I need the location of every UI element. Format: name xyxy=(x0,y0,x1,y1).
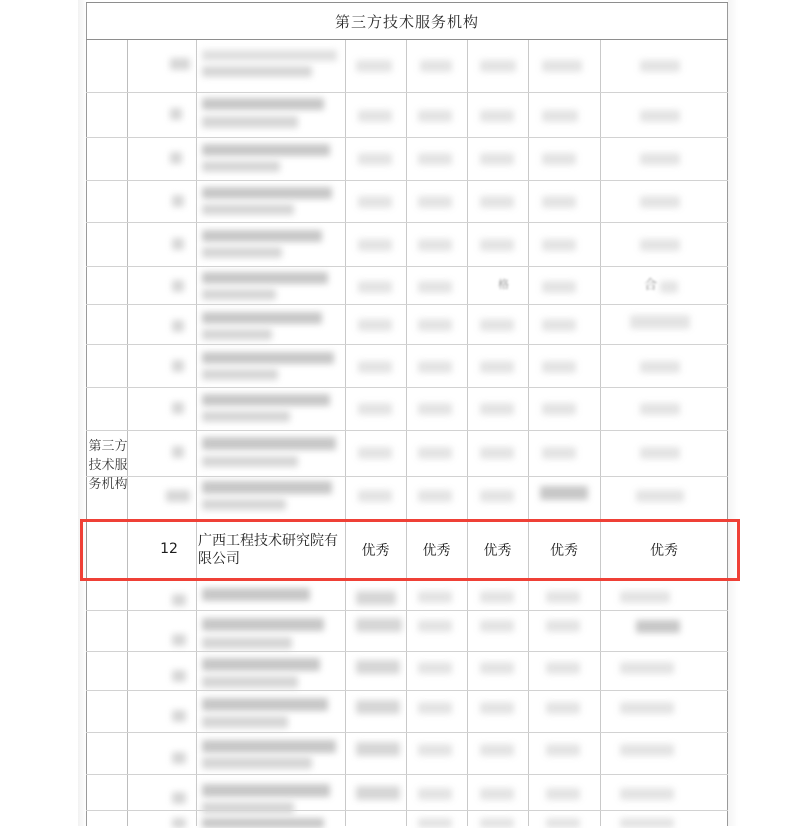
redacted-cell xyxy=(356,660,400,674)
row-divider xyxy=(86,344,728,345)
redacted-cell xyxy=(358,403,392,415)
redacted-cell xyxy=(202,784,330,797)
redacted-cell xyxy=(418,361,452,373)
redacted-cell xyxy=(620,662,674,674)
redacted-cell xyxy=(418,319,452,331)
redacted-cell xyxy=(542,110,578,122)
redacted-cell xyxy=(480,60,516,72)
redacted-cell xyxy=(640,196,680,208)
redacted-cell xyxy=(636,620,680,633)
row-divider xyxy=(86,180,728,181)
redacted-cell xyxy=(202,272,328,284)
row-divider xyxy=(86,774,728,775)
table-header-title: 第三方技术服务机构 xyxy=(334,12,479,31)
grade-cell-3: 优秀 xyxy=(483,543,512,559)
redacted-cell xyxy=(358,490,392,502)
row-divider xyxy=(86,430,728,431)
redacted-cell xyxy=(418,490,452,502)
redacted-cell xyxy=(202,98,324,110)
redacted-cell xyxy=(480,361,514,373)
redacted-cell xyxy=(542,60,582,72)
redacted-cell xyxy=(356,742,400,756)
redacted-cell xyxy=(202,499,286,510)
redacted-cell xyxy=(358,361,392,373)
redacted-cell xyxy=(172,238,184,250)
col-divider-4 xyxy=(467,40,468,826)
redacted-cell xyxy=(480,788,514,800)
redacted-cell xyxy=(202,437,336,450)
highlighted-row-index: 12 xyxy=(160,541,178,557)
redacted-cell xyxy=(542,239,576,251)
grade-cell-1: 优秀 xyxy=(361,543,390,559)
redacted-cell xyxy=(202,312,322,324)
redacted-cell xyxy=(172,320,184,332)
redacted-cell xyxy=(172,670,186,682)
redacted-cell xyxy=(640,153,680,165)
redacted-cell xyxy=(356,618,402,632)
redacted-cell xyxy=(636,490,684,502)
redacted-cell xyxy=(202,394,330,406)
redacted-cell xyxy=(418,110,452,122)
category-column xyxy=(86,40,128,826)
redacted-cell xyxy=(418,744,452,756)
redacted-cell xyxy=(202,289,276,300)
row-divider xyxy=(86,732,728,733)
redacted-cell xyxy=(172,710,186,722)
redacted-cell xyxy=(356,786,400,800)
redacted-cell xyxy=(542,196,576,208)
redacted-cell xyxy=(620,744,674,756)
redacted-cell xyxy=(202,411,290,422)
redacted-cell xyxy=(202,740,336,753)
redacted-cell xyxy=(356,591,396,605)
redacted-cell xyxy=(546,702,580,714)
row-divider xyxy=(86,387,728,388)
redacted-cell xyxy=(542,153,576,165)
redacted-cell xyxy=(640,110,680,122)
col-divider-5 xyxy=(528,40,529,826)
redacted-cell xyxy=(480,239,514,251)
redacted-cell xyxy=(418,153,452,165)
row-divider xyxy=(86,222,728,223)
redacted-cell xyxy=(202,50,337,61)
row-divider xyxy=(86,92,728,93)
redacted-cell xyxy=(202,481,332,494)
redacted-cell xyxy=(480,447,514,459)
ghost-text-cell: 格 xyxy=(498,278,509,291)
row-divider xyxy=(86,810,728,811)
redacted-cell xyxy=(480,403,514,415)
row-divider xyxy=(86,137,728,138)
redacted-cell xyxy=(172,594,186,606)
redacted-cell xyxy=(660,281,678,293)
redacted-cell xyxy=(172,634,186,646)
redacted-cell xyxy=(480,744,514,756)
redacted-cell xyxy=(546,591,580,603)
table-header xyxy=(86,2,728,40)
redacted-cell xyxy=(170,58,190,70)
redacted-cell xyxy=(172,280,184,292)
redacted-cell xyxy=(418,818,452,828)
row-divider xyxy=(86,610,728,611)
redacted-cell xyxy=(630,315,690,329)
redacted-cell xyxy=(202,618,324,631)
redacted-cell xyxy=(172,446,184,458)
redacted-cell xyxy=(358,281,392,293)
redacted-cell xyxy=(202,329,272,340)
redacted-cell xyxy=(358,153,392,165)
redacted-cell xyxy=(480,620,514,632)
redacted-cell xyxy=(202,204,294,215)
redacted-cell xyxy=(540,486,588,500)
redacted-cell xyxy=(202,802,294,814)
redacted-cell xyxy=(202,247,282,258)
redacted-cell xyxy=(358,196,392,208)
redacted-cell xyxy=(480,662,514,674)
row-divider xyxy=(86,476,728,477)
highlighted-row-organization: 广西工程技术研究院有限公司 xyxy=(198,533,338,567)
grade-cell-4: 优秀 xyxy=(550,543,578,559)
redacted-cell xyxy=(202,369,278,380)
redacted-cell xyxy=(640,447,680,459)
redacted-cell xyxy=(202,144,330,156)
redacted-cell xyxy=(546,788,580,800)
redacted-cell xyxy=(356,60,392,72)
redacted-cell xyxy=(640,60,680,72)
redacted-cell xyxy=(356,700,400,714)
redacted-cell xyxy=(170,108,182,120)
redacted-cell xyxy=(418,281,452,293)
redacted-cell xyxy=(172,752,186,764)
redacted-cell xyxy=(202,230,322,242)
redacted-cell xyxy=(418,239,452,251)
ghost-text-cell: 合 xyxy=(644,278,658,293)
redacted-cell xyxy=(202,187,332,199)
redacted-cell xyxy=(546,620,580,632)
redacted-cell xyxy=(172,402,184,414)
redacted-cell xyxy=(202,456,298,467)
redacted-cell xyxy=(620,591,670,603)
redacted-cell xyxy=(172,195,184,207)
redacted-cell xyxy=(202,757,312,769)
redacted-cell xyxy=(480,818,514,828)
redacted-cell xyxy=(480,490,514,502)
redacted-cell xyxy=(166,490,190,502)
redacted-cell xyxy=(620,788,674,800)
redacted-cell xyxy=(202,66,312,77)
redacted-cell xyxy=(202,116,298,128)
redacted-cell xyxy=(202,161,280,172)
redacted-cell xyxy=(172,360,184,372)
redacted-cell xyxy=(358,447,392,459)
redacted-cell xyxy=(202,698,328,711)
row-divider xyxy=(86,266,728,267)
redacted-cell xyxy=(546,662,580,674)
grade-cell-2: 优秀 xyxy=(422,543,451,559)
redacted-cell xyxy=(640,361,680,373)
redacted-cell xyxy=(542,447,576,459)
redacted-cell xyxy=(202,658,320,671)
redacted-cell xyxy=(480,153,514,165)
redacted-cell xyxy=(546,744,580,756)
col-divider-2 xyxy=(345,40,346,826)
redacted-cell xyxy=(480,110,514,122)
redacted-cell xyxy=(418,702,452,714)
redacted-cell xyxy=(620,702,674,714)
redacted-cell xyxy=(640,403,680,415)
redacted-cell xyxy=(480,702,514,714)
redacted-cell xyxy=(620,818,674,828)
col-divider-3 xyxy=(406,40,407,826)
redacted-cell xyxy=(202,818,324,828)
redacted-cell xyxy=(358,110,392,122)
redacted-cell xyxy=(418,788,452,800)
redacted-cell xyxy=(480,591,514,603)
row-divider xyxy=(86,304,728,305)
col-divider-1 xyxy=(196,40,197,826)
redacted-cell xyxy=(202,676,298,688)
redacted-cell xyxy=(170,152,182,164)
redacted-cell xyxy=(480,319,514,331)
redacted-cell xyxy=(542,361,576,373)
redacted-cell xyxy=(358,239,392,251)
redacted-cell xyxy=(418,662,452,674)
redacted-cell xyxy=(202,352,334,364)
redacted-cell xyxy=(202,716,288,728)
redacted-cell xyxy=(542,319,576,331)
redacted-cell xyxy=(542,281,576,293)
redacted-cell xyxy=(542,403,576,415)
redacted-cell xyxy=(202,588,310,601)
redacted-cell xyxy=(172,818,186,828)
redacted-cell xyxy=(418,620,452,632)
redacted-cell xyxy=(172,792,186,804)
redacted-cell xyxy=(418,591,452,603)
redacted-cell xyxy=(418,196,452,208)
redacted-cell xyxy=(480,196,514,208)
redacted-cell xyxy=(418,447,452,459)
grade-cell-5: 优秀 xyxy=(650,543,678,559)
redacted-cell xyxy=(202,637,292,649)
redacted-cell xyxy=(640,239,680,251)
redacted-cell xyxy=(546,818,580,828)
col-divider-6 xyxy=(600,40,601,826)
row-divider xyxy=(86,651,728,652)
redacted-cell xyxy=(358,319,392,331)
redacted-cell xyxy=(420,60,452,72)
page-right-shadow xyxy=(728,0,738,826)
redacted-cell xyxy=(418,403,452,415)
category-column-label: 第三方技术服务机构 xyxy=(88,439,128,492)
row-divider xyxy=(86,690,728,691)
